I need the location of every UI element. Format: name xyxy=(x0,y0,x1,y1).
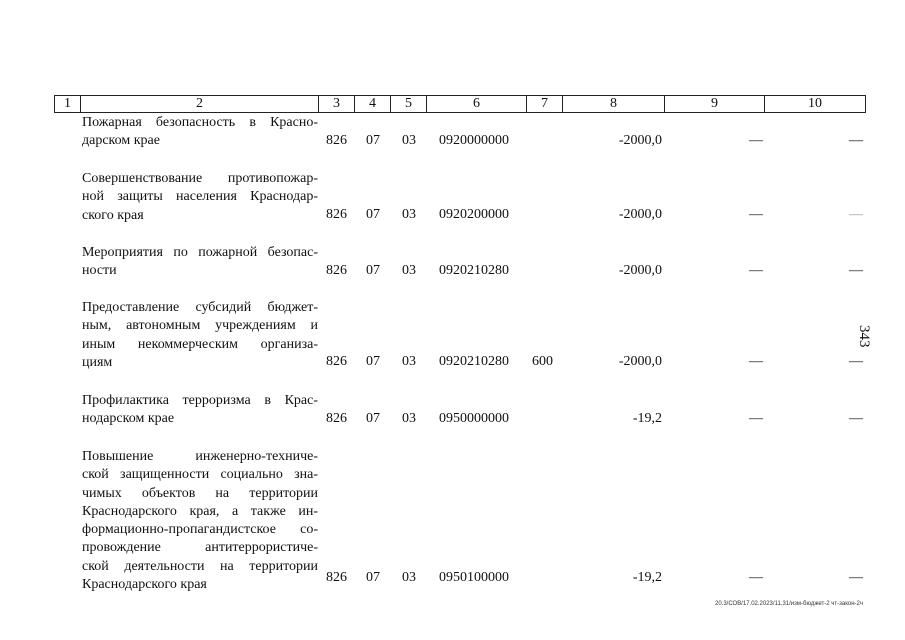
cell-col-9: — xyxy=(749,570,763,585)
header-col-10: 10 xyxy=(808,96,822,111)
header-col-3: 3 xyxy=(319,96,355,112)
cell-col-6: 0920000000 xyxy=(439,133,509,148)
cell-col-4: 07 xyxy=(366,207,380,222)
cell-col-3: 826 xyxy=(326,133,347,148)
cell-col-6: 0950000000 xyxy=(439,411,509,426)
cell-col-3: 826 xyxy=(326,570,347,585)
cell-col-5: 03 xyxy=(402,411,416,426)
cell-col-5: 03 xyxy=(402,207,416,222)
cell-col-5: 03 xyxy=(402,354,416,369)
cell-col-3: 826 xyxy=(326,354,347,369)
cell-col-4: 07 xyxy=(366,133,380,148)
header-col-7: 7 xyxy=(527,96,563,112)
cell-col-10: — xyxy=(849,263,863,278)
cell-col-5: 03 xyxy=(402,133,416,148)
table-header xyxy=(54,95,866,113)
header-col-6: 6 xyxy=(427,96,527,112)
header-col-9: 9 xyxy=(665,96,765,112)
cell-col-7: 600 xyxy=(532,354,553,369)
row-description: Предоставление субсидий бюджет- ным, автономным учреждениям и иным некоммерческим организа- циям xyxy=(82,300,318,370)
cell-col-6: 0920210280 xyxy=(439,263,509,278)
cell-col-5: 03 xyxy=(402,570,416,585)
header-col-8: 8 xyxy=(563,96,665,112)
cell-col-9: — xyxy=(749,411,763,426)
footer-file-code: 20.3/СОВ/17.02.2023/11.31/изм-бюджет-2 чт-закон-2ч xyxy=(714,601,863,607)
cell-col-8: -19,2 xyxy=(632,411,662,426)
header-col-1: 1 xyxy=(55,96,81,112)
row-description: Профилактика терроризма в Крас- нодарском крае xyxy=(82,393,318,427)
row-description: Повышение инженерно-техниче- ской защищенности социально зна- чимых объектов на территории Краснодарского края, а также ин- формационно-пропагандистское со- провождение антитеррористиче- ской деятельности на территории Краснодарского края xyxy=(82,449,318,593)
row-description: Пожарная безопасность в Красно- дарском крае xyxy=(82,115,318,149)
row-description: Мероприятия по пожарной безопас- ности xyxy=(82,245,318,279)
cell-col-9: — xyxy=(749,133,763,148)
cell-col-4: 07 xyxy=(366,354,380,369)
cell-col-10: — xyxy=(849,570,863,585)
header-col-2: 2 xyxy=(81,96,319,112)
cell-col-10: — xyxy=(849,354,863,369)
header-col-5: 5 xyxy=(391,96,427,112)
cell-col-9: — xyxy=(749,263,763,278)
cell-col-8: -2000,0 xyxy=(618,133,662,148)
row-description: Совершенствование противопожар- ной защиты населения Краснодар- ского края xyxy=(82,171,318,223)
cell-col-10: — xyxy=(849,207,863,222)
page-number: 343 xyxy=(856,325,872,348)
cell-col-6: 0950100000 xyxy=(439,570,509,585)
cell-col-4: 07 xyxy=(366,411,380,426)
cell-col-8: -19,2 xyxy=(632,570,662,585)
cell-col-5: 03 xyxy=(402,263,416,278)
header-col-4: 4 xyxy=(355,96,391,112)
cell-col-4: 07 xyxy=(366,263,380,278)
cell-col-8: -2000,0 xyxy=(618,263,662,278)
cell-col-8: -2000,0 xyxy=(618,354,662,369)
cell-col-3: 826 xyxy=(326,207,347,222)
cell-col-8: -2000,0 xyxy=(618,207,662,222)
cell-col-10: — xyxy=(849,133,863,148)
cell-col-6: 0920210280 xyxy=(439,354,509,369)
cell-col-6: 0920200000 xyxy=(439,207,509,222)
cell-col-9: — xyxy=(749,354,763,369)
cell-col-9: — xyxy=(749,207,763,222)
cell-col-10: — xyxy=(849,411,863,426)
cell-col-3: 826 xyxy=(326,411,347,426)
cell-col-4: 07 xyxy=(366,570,380,585)
cell-col-3: 826 xyxy=(326,263,347,278)
